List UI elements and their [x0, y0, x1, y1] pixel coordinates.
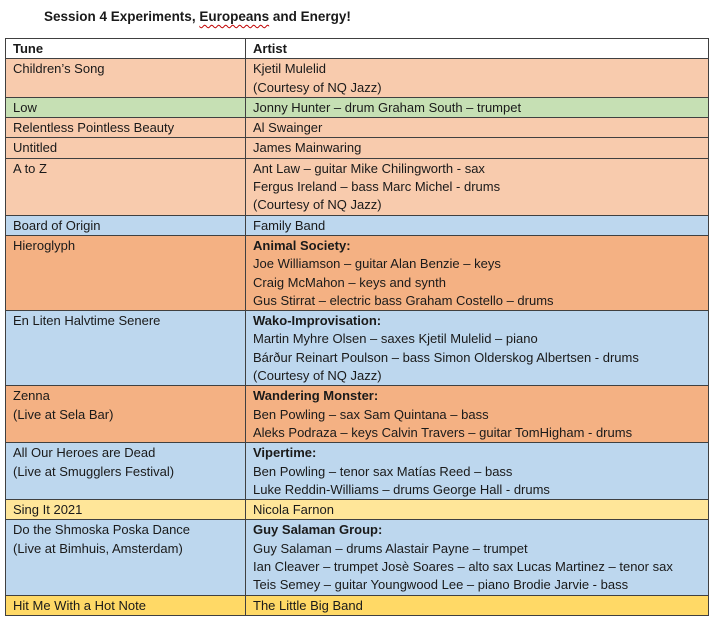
table-row	[6, 500, 709, 520]
tune-title: Board of Origin	[13, 217, 101, 233]
tune-venue-note: (Live at Bimhuis, Amsterdam)	[13, 540, 183, 556]
artist-cell	[246, 500, 709, 520]
tune-cell	[6, 500, 246, 520]
artist-cell	[246, 595, 709, 615]
artist-line: Fergus Ireland – bass Marc Michel - drums	[253, 179, 501, 195]
artist-cell	[246, 138, 709, 158]
artist-line: Martin Myhre Olsen – saxes Kjetil Mulelid – piano	[253, 331, 538, 347]
tune-cell	[6, 520, 246, 595]
tune-title: Sing It 2021	[13, 502, 83, 518]
tune-cell	[6, 158, 246, 215]
document-title	[44, 9, 351, 24]
artist-line: Kjetil Mulelid	[253, 61, 326, 77]
artist-cell	[246, 386, 709, 443]
artist-line: Bárður Reinart Poulson – bass Simon Olderskog Albertsen - drums	[253, 349, 639, 365]
tune-title: En Liten Halvtime Senere	[13, 313, 161, 329]
table-header-row	[6, 39, 709, 59]
tune-title: A to Z	[13, 160, 47, 176]
tune-title: Zenna	[13, 388, 50, 404]
artist-cell	[246, 520, 709, 595]
artist-cell	[246, 311, 709, 386]
artist-line: (Courtesy of NQ Jazz)	[253, 197, 382, 213]
tune-title: Do the Shmoska Poska Dance	[13, 522, 191, 538]
table-row	[6, 138, 709, 158]
title-text-before: Session 4 Experiments,	[44, 9, 200, 24]
artist-line: James Mainwaring	[253, 140, 362, 156]
tune-table	[5, 38, 709, 616]
title-misspelled-word: Europeans	[199, 9, 270, 24]
table-row	[6, 97, 709, 117]
artist-line: Aleks Podraza – keys Calvin Travers – guitar TomHigham - drums	[253, 424, 633, 440]
tune-title: Hieroglyph	[13, 237, 76, 253]
column-header-tune: Tune	[6, 39, 246, 59]
table-row	[6, 311, 709, 386]
artist-line: Family Band	[253, 217, 326, 233]
tune-cell	[6, 235, 246, 310]
band-name: Guy Salaman Group:	[253, 522, 383, 538]
tune-cell	[6, 386, 246, 443]
tune-title: Children’s Song	[13, 61, 105, 77]
tune-venue-note: (Live at Sela Bar)	[13, 406, 114, 422]
table-row	[6, 443, 709, 500]
table-body	[6, 59, 709, 616]
artist-line: Ian Cleaver – trumpet Josè Soares – alto sax Lucas Martinez – tenor sax	[253, 559, 673, 575]
table-row	[6, 215, 709, 235]
tune-cell	[6, 311, 246, 386]
artist-cell	[246, 118, 709, 138]
table-row	[6, 520, 709, 595]
artist-cell	[246, 59, 709, 98]
table-row	[6, 118, 709, 138]
tune-cell	[6, 595, 246, 615]
artist-line: (Courtesy of NQ Jazz)	[253, 368, 382, 384]
artist-line: Craig McMahon – keys and synth	[253, 274, 446, 290]
column-header-artist: Artist	[246, 39, 709, 59]
tune-title: Hit Me With a Hot Note	[13, 597, 146, 613]
band-name: Wandering Monster:	[253, 388, 379, 404]
artist-cell	[246, 235, 709, 310]
artist-line: Jonny Hunter – drum Graham South – trumpet	[253, 99, 522, 115]
tune-cell	[6, 59, 246, 98]
artist-cell	[246, 97, 709, 117]
artist-line: Teis Semey – guitar Youngwood Lee – piano Brodie Jarvie - bass	[253, 577, 629, 593]
table-row	[6, 235, 709, 310]
tune-cell	[6, 138, 246, 158]
tune-title: All Our Heroes are Dead	[13, 445, 156, 461]
artist-line: Ant Law – guitar Mike Chilingworth - sax	[253, 160, 485, 176]
tune-cell	[6, 443, 246, 500]
title-text-after: and Energy!	[269, 9, 351, 24]
artist-line: Ben Powling – sax Sam Quintana – bass	[253, 406, 489, 422]
artist-line: Joe Williamson – guitar Alan Benzie – keys	[253, 256, 501, 272]
band-name: Animal Society:	[253, 237, 351, 253]
artist-line: The Little Big Band	[253, 597, 363, 613]
table-row	[6, 158, 709, 215]
artist-line: Gus Stirrat – electric bass Graham Costello – drums	[253, 292, 554, 308]
tune-title: Untitled	[13, 140, 58, 156]
table-row	[6, 595, 709, 615]
tune-cell	[6, 97, 246, 117]
tune-cell	[6, 215, 246, 235]
table-row	[6, 59, 709, 98]
tune-title: Relentless Pointless Beauty	[13, 120, 175, 136]
artist-line: Nicola Farnon	[253, 502, 334, 518]
band-name: Wako-Improvisation:	[253, 313, 382, 329]
artist-line: Luke Reddin-Williams – drums George Hall - drums	[253, 481, 550, 497]
table-row	[6, 386, 709, 443]
artist-cell	[246, 158, 709, 215]
tune-title: Low	[13, 99, 37, 115]
artist-line: (Courtesy of NQ Jazz)	[253, 79, 382, 95]
artist-line: Al Swainger	[253, 120, 323, 136]
band-name: Vipertime:	[253, 445, 317, 461]
artist-cell	[246, 215, 709, 235]
tune-cell	[6, 118, 246, 138]
artist-line: Guy Salaman – drums Alastair Payne – trumpet	[253, 540, 528, 556]
tune-venue-note: (Live at Smugglers Festival)	[13, 463, 175, 479]
artist-cell	[246, 443, 709, 500]
artist-line: Ben Powling – tenor sax Matías Reed – bass	[253, 463, 513, 479]
